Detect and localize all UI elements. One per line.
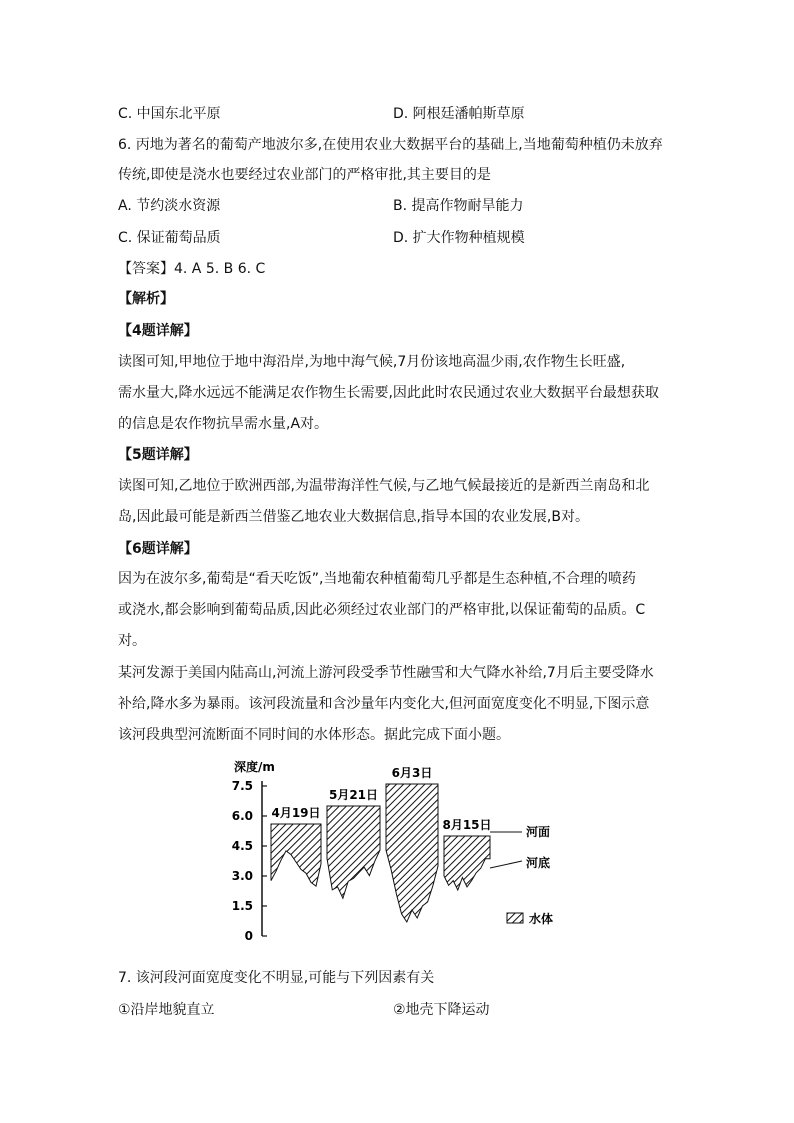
cross-section-2 xyxy=(327,806,380,898)
cross-section-1 xyxy=(271,824,321,886)
legend-label: 水体 xyxy=(529,912,554,926)
q7-option-1: ①沿岸地貌直立 xyxy=(118,1002,215,1018)
detail4-heading: 【4题详解】 xyxy=(118,323,198,339)
q6-option-b: B. 提高作物耐旱能力 xyxy=(393,198,524,214)
y-tick-label: 1.5 xyxy=(231,899,253,913)
surface-annotation: 河面 xyxy=(526,825,551,839)
y-tick-label: 6.0 xyxy=(231,809,253,823)
cross-section-3 xyxy=(386,784,438,922)
q7-option-2: ②地壳下降运动 xyxy=(393,1002,490,1018)
date-label: 6月3日 xyxy=(391,766,433,780)
analysis-heading: 【解析】 xyxy=(118,291,174,307)
detail5-line: 读图可知,乙地位于欧洲西部,为温带海洋性气候,与乙地气候最接近的是新西兰南岛和北 xyxy=(118,478,650,494)
passage-line: 该河段典型河流断面不同时间的水体形态。据此完成下面小题。 xyxy=(118,727,510,743)
date-label: 4月19日 xyxy=(271,806,321,820)
detail4-line: 读图可知,甲地位于地中海沿岸,为地中海气候,7月份该地高温少雨,农作物生长旺盛, xyxy=(118,354,626,370)
detail6-line: 或浇水,都会影响到葡萄品质,因此必须经过农业部门的严格审批,以保证葡萄的品质。C xyxy=(118,602,646,618)
detail6-heading: 【6题详解】 xyxy=(118,541,198,557)
date-label: 5月21日 xyxy=(328,788,379,802)
detail5-line: 岛,因此最可能是新西兰借鉴乙地农业大数据信息,指导本国的农业发展,B对。 xyxy=(118,509,589,525)
y-tick-label: 0 xyxy=(244,929,253,943)
detail5-heading: 【5题详解】 xyxy=(118,447,198,463)
q6-stem-line2: 传统,即使是浇水也要经过农业部门的严格审批,其主要目的是 xyxy=(118,167,491,183)
q6-option-a: A. 节约淡水资源 xyxy=(118,198,221,214)
y-tick-label: 3.0 xyxy=(231,869,253,883)
answer-line: 【答案】4. A 5. B 6. C xyxy=(118,261,266,277)
detail4-line: 需水量大,降水远远不能满足农作物生长需要,因此此时农民通过农业大数据平台最想获取 xyxy=(118,385,659,401)
bed-leader xyxy=(490,861,522,868)
detail6-line: 因为在波尔多,葡萄是“看天吃饭”,当地葡农种植葡萄几乎都是生态种植,不合理的喷药 xyxy=(118,571,636,587)
legend-swatch xyxy=(507,913,523,923)
q6-stem-line1: 6. 丙地为著名的葡萄产地波尔多,在使用农业大数据平台的基础上,当地葡萄种植仍未放弃 xyxy=(118,137,663,153)
y-axis-label: 深度/m xyxy=(234,760,275,774)
q6-option-d: D. 扩大作物种植规模 xyxy=(393,230,525,246)
cross-section-4 xyxy=(444,836,490,890)
q5-option-d: D. 阿根廷潘帕斯草原 xyxy=(393,106,525,122)
q6-option-c: C. 保证葡萄品质 xyxy=(118,230,221,246)
bed-annotation: 河底 xyxy=(526,856,551,870)
y-tick-label: 4.5 xyxy=(231,839,253,853)
detail4-line: 的信息是农作物抗旱需水量,A对。 xyxy=(118,416,329,432)
river-section-chart xyxy=(220,755,590,955)
y-tick-label: 7.5 xyxy=(231,779,253,793)
detail6-line: 对。 xyxy=(118,633,146,649)
q5-option-c: C. 中国东北平原 xyxy=(118,106,221,122)
q7-stem: 7. 该河段河面宽度变化不明显,可能与下列因素有关 xyxy=(118,970,435,986)
passage-line: 补给,降水多为暴雨。该河段流量和含沙量年内变化大,但河面宽度变化不明显,下图示意 xyxy=(118,696,650,712)
passage-line: 某河发源于美国内陆高山,河流上游河段受季节性融雪和大气降水补给,7月后主要受降水 xyxy=(118,665,654,681)
date-label: 8月15日 xyxy=(442,818,492,832)
